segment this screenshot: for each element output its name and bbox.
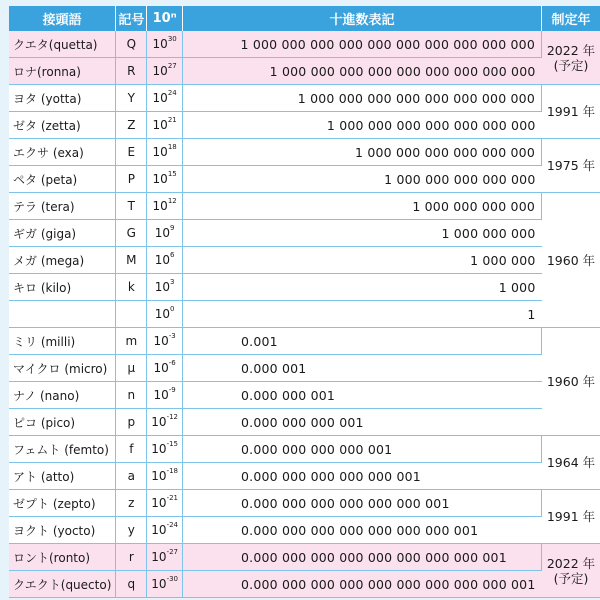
power-of-ten — [147, 382, 183, 409]
prefix-name: エクサ (exa) — [9, 139, 116, 166]
power-base: 10 — [151, 577, 167, 591]
power-base: 10 — [153, 388, 169, 402]
prefix-symbol: Y — [116, 85, 147, 112]
decimal-notation: 0.001 — [183, 328, 542, 355]
power-of-ten — [147, 220, 183, 247]
power-exponent: -30 — [166, 575, 178, 583]
power-of-ten — [147, 112, 183, 139]
power-of-ten — [147, 328, 183, 355]
power-of-ten — [147, 355, 183, 382]
decimal-notation: 0.000 000 000 001 — [183, 409, 542, 436]
power-base: 10 — [151, 550, 167, 564]
prefix-symbol: p — [116, 409, 147, 436]
power-exponent: 24 — [167, 89, 177, 97]
prefix-name: ペタ (peta) — [9, 166, 116, 193]
prefix-symbol: n — [116, 382, 147, 409]
table-header — [9, 6, 600, 31]
year-label: 1991 年 — [546, 509, 596, 524]
power-base: 10 — [151, 415, 167, 429]
power-of-ten — [147, 301, 183, 328]
power-exponent: -12 — [166, 413, 178, 421]
decimal-notation: 0.000 000 000 000 001 — [183, 436, 542, 463]
adoption-year — [542, 436, 600, 490]
power-exponent: 0 — [170, 305, 175, 313]
power-of-ten — [147, 436, 183, 463]
prefix-symbol: y — [116, 517, 147, 544]
adoption-year — [542, 544, 600, 598]
prefix-symbol: r — [116, 544, 147, 571]
table-row — [9, 112, 600, 139]
table-row — [9, 409, 600, 436]
table-row — [9, 31, 600, 58]
power-exponent: 12 — [167, 197, 177, 205]
power-exponent: -3 — [168, 332, 176, 340]
power-exponent: -6 — [168, 359, 176, 367]
power-base: 10 — [154, 253, 171, 267]
prefix-name: ミリ (milli) — [9, 328, 116, 355]
adoption-year — [542, 490, 600, 544]
power-base: 10 — [154, 280, 171, 294]
prefix-symbol — [116, 301, 147, 328]
power-exponent: -21 — [166, 494, 178, 502]
header-prefix: 接頭語 — [9, 6, 116, 31]
prefix-symbol: m — [116, 328, 147, 355]
prefix-symbol: q — [116, 571, 147, 598]
year-label: 1960 年 — [546, 374, 596, 389]
year-label: 1991 年 — [546, 104, 596, 119]
prefix-name: ロナ(ronna) — [9, 58, 116, 85]
header-power: 10ⁿ — [147, 6, 183, 31]
table-row — [9, 490, 600, 517]
power-exponent: 21 — [167, 116, 177, 124]
table-row — [9, 274, 600, 301]
power-of-ten — [147, 193, 183, 220]
power-base: 10 — [153, 334, 169, 348]
year-note: (予定) — [553, 57, 589, 73]
table-row — [9, 139, 600, 166]
power-of-ten — [147, 139, 183, 166]
decimal-notation: 0.000 001 — [183, 355, 542, 382]
year-label: 1964 年 — [546, 455, 596, 470]
power-base: 10 — [152, 37, 168, 51]
power-base: 10 — [151, 469, 167, 483]
decimal-notation: 1 000 000 000 000 000 000 000 000 000 000 — [183, 31, 542, 58]
table-row — [9, 355, 600, 382]
prefix-name: マイクロ (micro) — [9, 355, 116, 382]
power-exponent: 6 — [170, 251, 175, 259]
year-label: 2022 年 — [546, 42, 596, 58]
power-exponent: 18 — [167, 143, 177, 151]
table-row — [9, 220, 600, 247]
power-of-ten — [147, 409, 183, 436]
header-decimal: 十進数表記 — [183, 6, 542, 31]
power-of-ten — [147, 517, 183, 544]
power-base: 10 — [152, 91, 168, 105]
year-note: (予定) — [553, 570, 589, 586]
power-exponent: -18 — [166, 467, 178, 475]
prefix-name: ナノ (nano) — [9, 382, 116, 409]
decimal-notation: 0.000 000 000 000 000 000 000 001 — [183, 517, 542, 544]
prefix-symbol: R — [116, 58, 147, 85]
prefix-symbol: Z — [116, 112, 147, 139]
prefix-name: メガ (mega) — [9, 247, 116, 274]
decimal-notation: 0.000 000 000 000 000 000 000 000 000 001 — [183, 571, 542, 598]
table-row — [9, 544, 600, 571]
decimal-notation: 1 000 000 — [183, 247, 542, 274]
power-base: 10 — [152, 118, 168, 132]
prefix-name: テラ (tera) — [9, 193, 116, 220]
prefix-name — [9, 301, 116, 328]
prefix-name: ヨタ (yotta) — [9, 85, 116, 112]
header-symbol: 記号 — [116, 6, 147, 31]
power-of-ten — [147, 31, 183, 58]
power-base: 10 — [151, 442, 167, 456]
prefix-name: ゼタ (zetta) — [9, 112, 116, 139]
decimal-notation: 1 000 — [183, 274, 542, 301]
table-row — [9, 85, 600, 112]
table-row — [9, 301, 600, 328]
prefix-symbol: G — [116, 220, 147, 247]
prefix-name: ゼプト (zepto) — [9, 490, 116, 517]
header-year: 制定年 — [542, 6, 600, 31]
power-base: 10 — [152, 172, 168, 186]
adoption-year — [542, 193, 600, 328]
power-base: 10 — [152, 64, 168, 78]
table-row — [9, 193, 600, 220]
power-of-ten — [147, 58, 183, 85]
power-exponent: -9 — [168, 386, 176, 394]
table-row — [9, 58, 600, 85]
adoption-year — [542, 139, 600, 193]
power-exponent: -27 — [166, 548, 178, 556]
power-base: 10 — [151, 523, 167, 537]
adoption-year — [542, 31, 600, 85]
power-exponent: 15 — [167, 170, 177, 178]
power-exponent: 30 — [167, 35, 177, 43]
prefix-symbol: k — [116, 274, 147, 301]
power-of-ten — [147, 247, 183, 274]
table-row — [9, 436, 600, 463]
table-row — [9, 382, 600, 409]
year-label: 2022 年 — [546, 555, 596, 571]
power-base: 10 — [152, 145, 168, 159]
decimal-notation: 1 000 000 000 000 000 000 000 000 — [183, 85, 542, 112]
power-base: 10 — [154, 226, 171, 240]
power-exponent: 27 — [167, 62, 177, 70]
prefix-symbol: a — [116, 463, 147, 490]
prefix-name: フェムト (femto) — [9, 436, 116, 463]
table-row — [9, 571, 600, 598]
decimal-notation: 1 000 000 000 000 — [183, 193, 542, 220]
table-row — [9, 328, 600, 355]
power-of-ten — [147, 274, 183, 301]
decimal-notation: 1 000 000 000 000 000 000 — [183, 139, 542, 166]
prefix-symbol: E — [116, 139, 147, 166]
prefix-name: キロ (kilo) — [9, 274, 116, 301]
decimal-notation: 0.000 000 001 — [183, 382, 542, 409]
table-row — [9, 517, 600, 544]
decimal-notation: 0.000 000 000 000 000 001 — [183, 463, 542, 490]
decimal-notation: 1 000 000 000 000 000 — [183, 166, 542, 193]
prefix-name: クエクト(quecto) — [9, 571, 116, 598]
prefix-name: ピコ (pico) — [9, 409, 116, 436]
power-base: 10 — [154, 307, 171, 321]
adoption-year — [542, 85, 600, 139]
power-base: 10 — [153, 361, 169, 375]
power-of-ten — [147, 490, 183, 517]
table-row — [9, 463, 600, 490]
table-row — [9, 247, 600, 274]
power-of-ten — [147, 166, 183, 193]
power-base: 10 — [152, 199, 168, 213]
power-base: 10 — [151, 496, 167, 510]
prefix-name: ギガ (giga) — [9, 220, 116, 247]
decimal-notation: 1 — [183, 301, 542, 328]
prefix-symbol: M — [116, 247, 147, 274]
power-of-ten — [147, 571, 183, 598]
decimal-notation: 1 000 000 000 — [183, 220, 542, 247]
prefix-symbol: μ — [116, 355, 147, 382]
prefix-name: ロント(ronto) — [9, 544, 116, 571]
power-of-ten — [147, 463, 183, 490]
prefix-name: ヨクト (yocto) — [9, 517, 116, 544]
si-prefix-table — [9, 6, 600, 598]
decimal-notation: 0.000 000 000 000 000 000 001 — [183, 490, 542, 517]
power-exponent: -24 — [166, 521, 178, 529]
decimal-notation: 1 000 000 000 000 000 000 000 — [183, 112, 542, 139]
power-exponent: -15 — [166, 440, 178, 448]
prefix-symbol: f — [116, 436, 147, 463]
adoption-year — [542, 328, 600, 436]
year-label: 1975 年 — [546, 158, 596, 173]
prefix-symbol: T — [116, 193, 147, 220]
prefix-name: クエタ(quetta) — [9, 31, 116, 58]
table-row — [9, 166, 600, 193]
power-of-ten — [147, 85, 183, 112]
prefix-symbol: P — [116, 166, 147, 193]
power-of-ten — [147, 544, 183, 571]
power-exponent: 3 — [170, 278, 175, 286]
power-exponent: 9 — [170, 224, 175, 232]
prefix-symbol: z — [116, 490, 147, 517]
decimal-notation: 0.000 000 000 000 000 000 000 000 001 — [183, 544, 542, 571]
decimal-notation: 1 000 000 000 000 000 000 000 000 000 — [183, 58, 542, 85]
prefix-symbol: Q — [116, 31, 147, 58]
year-label: 1960 年 — [546, 252, 596, 268]
prefix-name: アト (atto) — [9, 463, 116, 490]
